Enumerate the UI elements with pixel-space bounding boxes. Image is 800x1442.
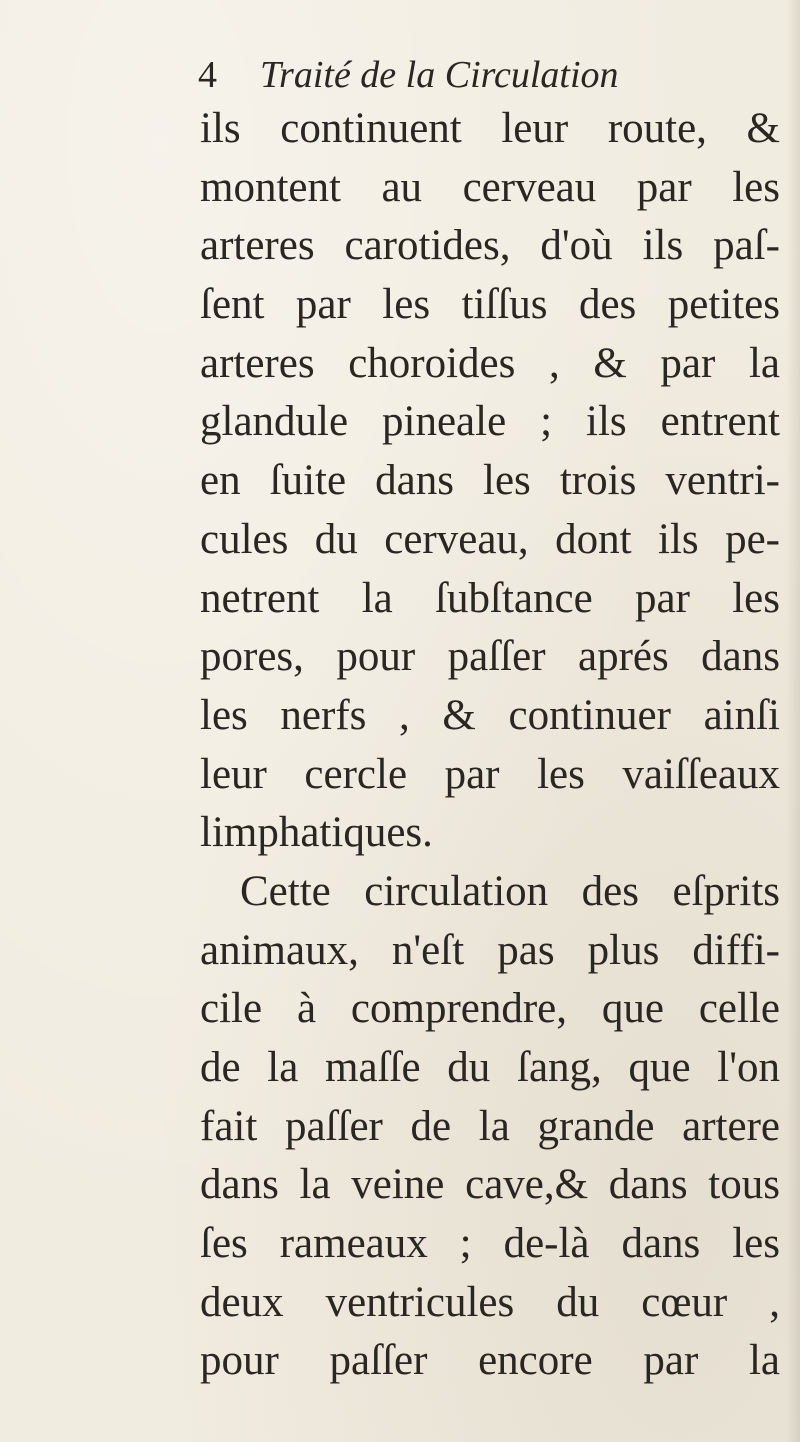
text-line: leur cercle par les vaiſſeaux <box>200 750 780 798</box>
text-line: les nerfs , & continuer ainſi <box>200 691 780 739</box>
text-line: en ſuite dans les trois ventri- <box>200 457 780 505</box>
text-line: arteres choroides , & par la <box>200 339 780 387</box>
text-line: cile à comprendre, que celle <box>200 985 780 1033</box>
text-line: fait paſſer de la grande artere <box>200 1102 780 1150</box>
text-line: dans la veine cave,& dans tous <box>200 1161 780 1209</box>
paragraph-1 <box>200 100 780 863</box>
text-line: limphatiques. <box>200 809 433 857</box>
running-title: Traité de la Circulation <box>260 54 619 96</box>
text-line: ils continuent leur route, & <box>200 105 780 152</box>
body-text <box>200 100 780 1391</box>
text-line: cules du cerveau, dont ils pe- <box>200 515 780 563</box>
page-edge-shadow <box>786 0 800 1442</box>
paragraph-2 <box>200 863 780 1391</box>
text-line: pores, pour paſſer aprés dans <box>200 633 780 681</box>
text-line: ſent par les tiſſus des petites <box>200 281 780 329</box>
page-number: 4 <box>198 54 217 96</box>
text-line: montent au cerveau par les <box>200 163 780 211</box>
text-line: glandule pineale ; ils entrent <box>200 398 780 446</box>
running-head <box>198 50 758 100</box>
text-line: deux ventricules du cœur , <box>200 1278 780 1326</box>
text-line: ſes rameaux ; de-là dans les <box>200 1220 780 1268</box>
text-line: animaux, n'eſt pas plus diffi- <box>200 926 780 974</box>
text-line: Cette circulation des eſprits <box>240 867 780 915</box>
text-line: pour paſſer encore par la <box>200 1337 780 1385</box>
text-line: de la maſſe du ſang, que l'on <box>200 1044 780 1091</box>
text-line: arteres carotides, d'où ils paſ- <box>200 222 780 270</box>
text-line: netrent la ſubſtance par les <box>200 574 780 622</box>
